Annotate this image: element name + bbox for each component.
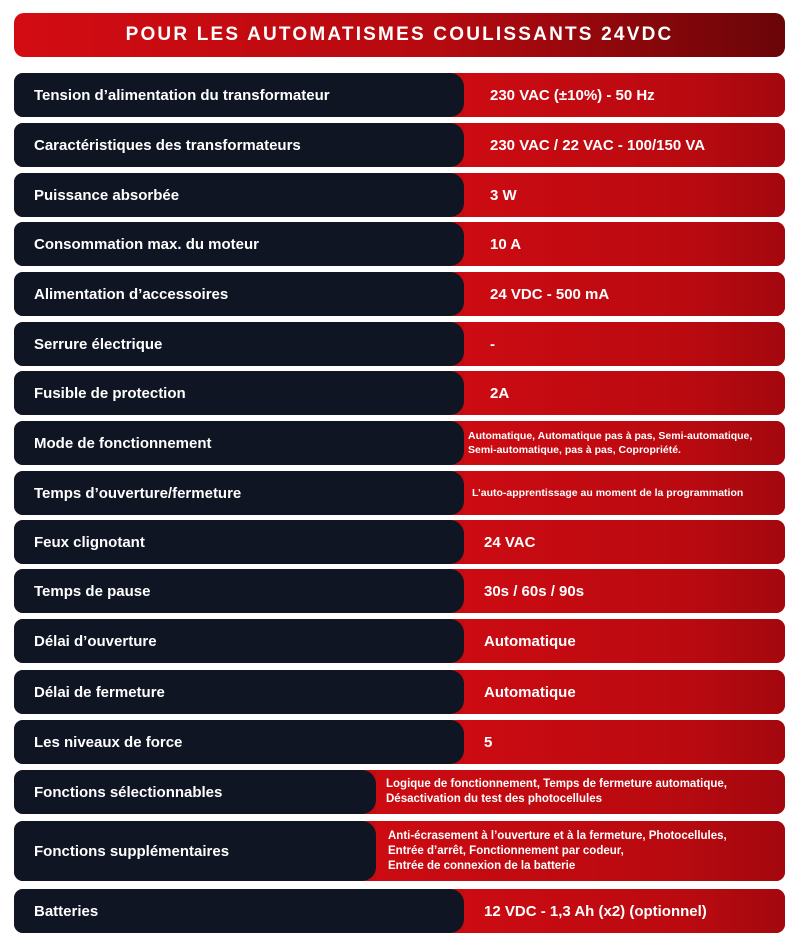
table-title: POUR LES AUTOMATISMES COULISSANTS 24VDC xyxy=(125,24,674,45)
spec-label: Temps d’ouverture/fermeture xyxy=(14,471,464,515)
spec-row-batteries xyxy=(14,889,785,933)
spec-label: Délai de fermeture xyxy=(14,670,464,714)
spec-label: Batteries xyxy=(14,889,464,933)
table-header xyxy=(14,13,785,57)
spec-row-fusible xyxy=(14,371,785,415)
spec-value: 230 VAC (±10%) - 50 Hz xyxy=(464,73,785,117)
spec-row-puissance xyxy=(14,173,785,217)
spec-label: Mode de fonctionnement xyxy=(14,421,464,465)
spec-row-serrure xyxy=(14,322,785,366)
spec-value: L’auto-apprentissage au moment de la programmation xyxy=(464,471,785,515)
spec-label: Puissance absorbée xyxy=(14,173,464,217)
spec-row-temps-ouverture xyxy=(14,471,785,515)
spec-value: Automatique, Automatique pas à pas, Semi-automatique, Semi-automatique, pas à pas, Copropriété. xyxy=(464,421,785,465)
spec-row-pause xyxy=(14,569,785,613)
spec-row-fonctions-selectionnables xyxy=(14,770,785,814)
spec-row-tension xyxy=(14,73,785,117)
spec-row-fonctions-supplementaires xyxy=(14,821,785,881)
spec-value: 12 VDC - 1,3 Ah (x2) (optionnel) xyxy=(464,889,785,933)
spec-label: Fonctions supplémentaires xyxy=(14,821,376,881)
spec-value: 2A xyxy=(464,371,785,415)
spec-value: Automatique xyxy=(464,619,785,663)
spec-label: Délai d’ouverture xyxy=(14,619,464,663)
spec-row-feux xyxy=(14,520,785,564)
spec-value: Anti-écrasement à l’ouverture et à la fermeture, Photocellules, Entrée d’arrêt, Fonctionnement par codeur, Entrée de connexion de la batterie xyxy=(376,821,785,881)
spec-row-mode xyxy=(14,421,785,465)
spec-value: 30s / 60s / 90s xyxy=(464,569,785,613)
spec-value: Logique de fonctionnement, Temps de fermeture automatique, Désactivation du test des photocellules xyxy=(376,770,785,814)
spec-value: 3 W xyxy=(464,173,785,217)
spec-row-niveaux-force xyxy=(14,720,785,764)
spec-label: Fonctions sélectionnables xyxy=(14,770,376,814)
spec-label: Alimentation d’accessoires xyxy=(14,272,464,316)
spec-value: 24 VDC - 500 mA xyxy=(464,272,785,316)
spec-value: Automatique xyxy=(464,670,785,714)
spec-label: Temps de pause xyxy=(14,569,464,613)
spec-row-alimentation-accessoires xyxy=(14,272,785,316)
spec-value: 24 VAC xyxy=(464,520,785,564)
spec-value: 10 A xyxy=(464,222,785,266)
spec-value: - xyxy=(464,322,785,366)
spec-row-transformateurs xyxy=(14,123,785,167)
spec-label: Fusible de protection xyxy=(14,371,464,415)
spec-value: 230 VAC / 22 VAC - 100/150 VA xyxy=(464,123,785,167)
spec-label: Tension d’alimentation du transformateur xyxy=(14,73,464,117)
spec-row-consommation xyxy=(14,222,785,266)
spec-label: Caractéristiques des transformateurs xyxy=(14,123,464,167)
spec-row-delai-ouverture xyxy=(14,619,785,663)
spec-row-delai-fermeture xyxy=(14,670,785,714)
spec-value: 5 xyxy=(464,720,785,764)
spec-label: Serrure électrique xyxy=(14,322,464,366)
spec-label: Consommation max. du moteur xyxy=(14,222,464,266)
spec-label: Feux clignotant xyxy=(14,520,464,564)
spec-label: Les niveaux de force xyxy=(14,720,464,764)
